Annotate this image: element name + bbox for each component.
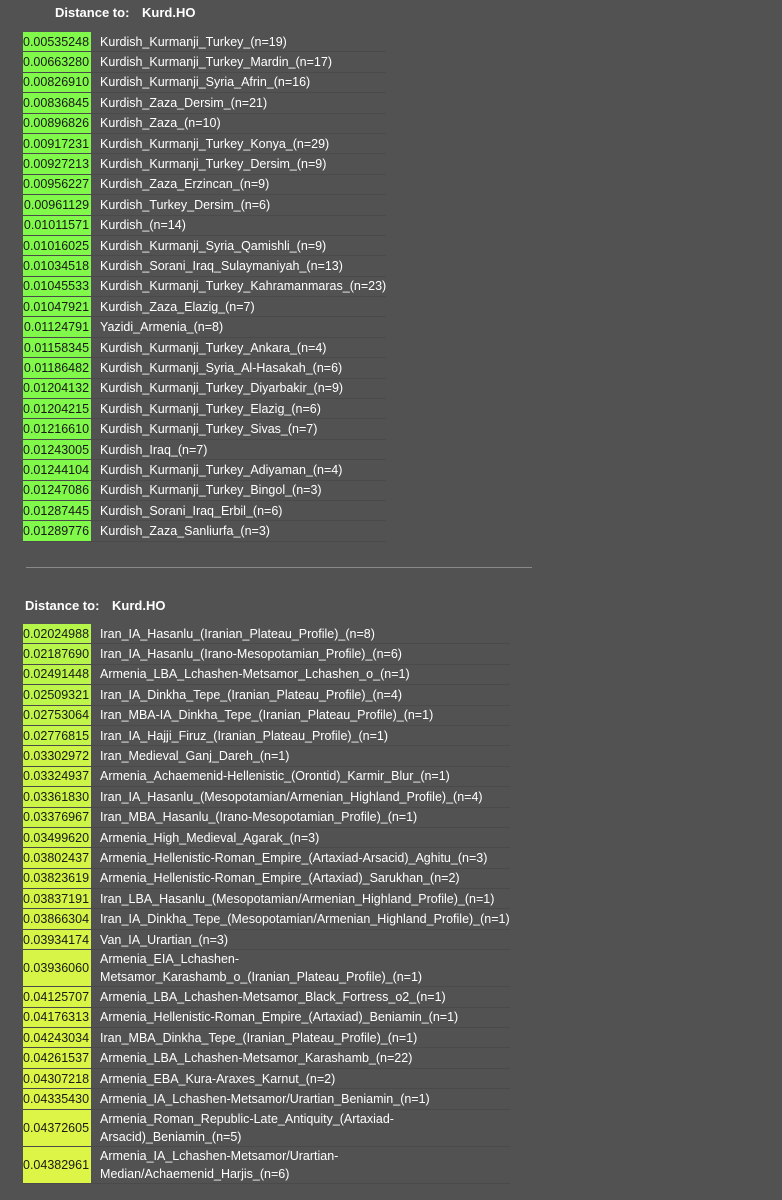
table-row [23,1089,510,1109]
table-row [23,868,510,888]
population-name: Yazidi_Armenia_(n=8) [91,317,386,337]
table-row [23,297,386,317]
table-row [23,685,510,705]
population-name: Kurdish_Kurmanji_Turkey_Sivas_(n=7) [91,419,386,439]
population-name: Van_IA_Urartian_(n=3) [91,929,510,949]
distance-value: 0.00663280 [23,52,91,72]
distance-value: 0.00836845 [23,93,91,113]
distance-value: 0.04382961 [23,1146,91,1183]
population-name: Iran_IA_Dinkha_Tepe_(Mesopotamian/Armenian_Highland_Profile)_(n=1) [91,909,510,929]
table-row [23,419,386,439]
table-row [23,746,510,766]
table-row [23,337,386,357]
table-row [23,889,510,909]
population-name: Kurdish_Kurmanji_Turkey_Elazig_(n=6) [91,399,386,419]
distance-value: 0.04307218 [23,1068,91,1088]
table-row [23,664,510,684]
table-row [23,787,510,807]
population-name: Kurdish_Kurmanji_Turkey_Kahramanmaras_(n=23) [91,276,386,296]
distance-value: 0.04261537 [23,1048,91,1068]
table-row [23,195,386,215]
distance-value: 0.00956227 [23,174,91,194]
distance-table-body [23,32,386,541]
table-row [23,705,510,725]
table-row [23,909,510,929]
distance-value: 0.01244104 [23,460,91,480]
population-name: Kurdish_Zaza_(n=10) [91,113,386,133]
distance-value: 0.00535248 [23,32,91,52]
population-name: Kurdish_Zaza_Sanliurfa_(n=3) [91,521,386,541]
population-name: Armenia_Hellenistic-Roman_Empire_(Artaxiad-Arsacid)_Aghitu_(n=3) [91,848,510,868]
population-name: Kurdish_Kurmanji_Turkey_Diyarbakir_(n=9) [91,378,386,398]
distance-value: 0.01204215 [23,399,91,419]
population-name: Kurdish_Zaza_Dersim_(n=21) [91,93,386,113]
distance-value: 0.01287445 [23,500,91,520]
population-name: Kurdish_Kurmanji_Turkey_(n=19) [91,32,386,52]
distance-value: 0.01045533 [23,276,91,296]
distance-value: 0.03936060 [23,950,91,987]
table-row [23,1146,510,1183]
table-row [23,317,386,337]
table-row [23,439,386,459]
distance-value: 0.01216610 [23,419,91,439]
distance-value: 0.00896826 [23,113,91,133]
table-row [23,987,510,1007]
distance-value: 0.04372605 [23,1109,91,1146]
table-row [23,827,510,847]
distance-value: 0.02509321 [23,685,91,705]
population-name: Armenia_IA_Lchashen-Metsamor/Urartian-Median/Achaemenid_Harjis_(n=6) [91,1146,510,1183]
distance-value: 0.03802437 [23,848,91,868]
population-name: Armenia_Roman_Republic-Late_Antiquity_(Artaxiad-Arsacid)_Beniamin_(n=5) [91,1109,510,1146]
population-name: Iran_MBA_Hasanlu_(Irano-Mesopotamian_Profile)_(n=1) [91,807,510,827]
distance-value: 0.04125707 [23,987,91,1007]
distance-value: 0.03361830 [23,787,91,807]
population-name: Kurdish_Iraq_(n=7) [91,439,386,459]
population-name: Armenia_LBA_Lchashen-Metsamor_Lchashen_o_(n=1) [91,664,510,684]
table-row [23,113,386,133]
population-name: Iran_IA_Hasanlu_(Mesopotamian/Armenian_Highland_Profile)_(n=4) [91,787,510,807]
distance-value: 0.00961129 [23,195,91,215]
table-row [23,358,386,378]
population-name: Kurdish_Kurmanji_Turkey_Konya_(n=29) [91,133,386,153]
population-name: Kurdish_Kurmanji_Turkey_Mardin_(n=17) [91,52,386,72]
table-row [23,1028,510,1048]
table-row [23,480,386,500]
table-row [23,174,386,194]
table-row [23,93,386,113]
distance-value: 0.01247086 [23,480,91,500]
table-row [23,215,386,235]
distance-value: 0.03324937 [23,766,91,786]
distance-value: 0.01124791 [23,317,91,337]
table-row [23,52,386,72]
population-name: Iran_IA_Hajji_Firuz_(Iranian_Plateau_Profile)_(n=1) [91,725,510,745]
population-name: Iran_LBA_Hasanlu_(Mesopotamian/Armenian_Highland_Profile)_(n=1) [91,889,510,909]
table-row [23,725,510,745]
table-row [23,378,386,398]
table-row [23,500,386,520]
distance-value: 0.01158345 [23,337,91,357]
distance-value: 0.03376967 [23,807,91,827]
distance-value: 0.01016025 [23,235,91,255]
population-name: Iran_IA_Dinkha_Tepe_(Iranian_Plateau_Profile)_(n=4) [91,685,510,705]
table-row [23,1007,510,1027]
population-name: Kurdish_Sorani_Iraq_Erbil_(n=6) [91,500,386,520]
table-row [23,766,510,786]
population-name: Iran_MBA-IA_Dinkha_Tepe_(Iranian_Plateau_Profile)_(n=1) [91,705,510,725]
table-row [23,460,386,480]
distance-value: 0.03934174 [23,929,91,949]
table-row [23,235,386,255]
distance-value: 0.01011571 [23,215,91,235]
population-name: Armenia_High_Medieval_Agarak_(n=3) [91,827,510,847]
population-name: Armenia_Achaemenid-Hellenistic_(Orontid)_Karmir_Blur_(n=1) [91,766,510,786]
table-row [23,929,510,949]
population-name: Kurdish_Turkey_Dersim_(n=6) [91,195,386,215]
distance-value: 0.03302972 [23,746,91,766]
population-name: Iran_IA_Hasanlu_(Iranian_Plateau_Profile)_(n=8) [91,624,510,644]
distance-value: 0.02491448 [23,664,91,684]
distance-value: 0.02024988 [23,624,91,644]
table-row [23,1109,510,1146]
table-row [23,950,510,987]
distance-table [23,32,386,542]
population-name: Kurdish_Kurmanji_Turkey_Adiyaman_(n=4) [91,460,386,480]
population-name: Armenia_Hellenistic-Roman_Empire_(Artaxiad)_Beniamin_(n=1) [91,1007,510,1027]
distance-label: Distance to: [25,598,100,613]
table-row [23,807,510,827]
distance-value: 0.00826910 [23,72,91,92]
population-name: Kurdish_Kurmanji_Syria_Qamishli_(n=9) [91,235,386,255]
distance-value: 0.01186482 [23,358,91,378]
distance-value: 0.02187690 [23,644,91,664]
table-row [23,399,386,419]
distance-value: 0.01289776 [23,521,91,541]
table-row [23,644,510,664]
population-name: Armenia_LBA_Lchashen-Metsamor_Black_Fortress_o2_(n=1) [91,987,510,1007]
table-row [23,32,386,52]
population-name: Armenia_EIA_Lchashen-Metsamor_Karashamb_o_(Iranian_Plateau_Profile)_(n=1) [91,950,510,987]
population-name: Kurdish_Kurmanji_Turkey_Bingol_(n=3) [91,480,386,500]
distance-value: 0.01047921 [23,297,91,317]
population-name: Kurdish_Kurmanji_Syria_Afrin_(n=16) [91,72,386,92]
table-row [23,72,386,92]
table-row [23,1048,510,1068]
population-name: Kurdish_Zaza_Erzincan_(n=9) [91,174,386,194]
table-row [23,624,510,644]
population-name: Armenia_Hellenistic-Roman_Empire_(Artaxiad)_Sarukhan_(n=2) [91,868,510,888]
distance-label: Distance to: [55,5,130,20]
distance-value: 0.02753064 [23,705,91,725]
distance-value: 0.04335430 [23,1089,91,1109]
population-name: Iran_Medieval_Ganj_Dareh_(n=1) [91,746,510,766]
table-row [23,521,386,541]
distance-value: 0.01034518 [23,256,91,276]
distance-value: 0.03866304 [23,909,91,929]
target-population: Kurd.HO [142,5,196,20]
table-row [23,276,386,296]
table-row [23,133,386,153]
distance-value: 0.00917231 [23,133,91,153]
distance-value: 0.03823619 [23,868,91,888]
population-name: Kurdish_Zaza_Elazig_(n=7) [91,297,386,317]
population-name: Armenia_IA_Lchashen-Metsamor/Urartian_Beniamin_(n=1) [91,1089,510,1109]
distance-value: 0.04243034 [23,1028,91,1048]
distance-value: 0.01204132 [23,378,91,398]
population-name: Iran_MBA_Dinkha_Tepe_(Iranian_Plateau_Profile)_(n=1) [91,1028,510,1048]
population-name: Armenia_LBA_Lchashen-Metsamor_Karashamb_(n=22) [91,1048,510,1068]
section-divider [26,567,532,568]
target-population: Kurd.HO [112,598,166,613]
distance-value: 0.02776815 [23,725,91,745]
table-row [23,154,386,174]
population-name: Kurdish_Kurmanji_Syria_Al-Hasakah_(n=6) [91,358,386,378]
distance-value: 0.00927213 [23,154,91,174]
population-name: Kurdish_Kurmanji_Turkey_Ankara_(n=4) [91,337,386,357]
table-row [23,1068,510,1088]
distance-value: 0.04176313 [23,1007,91,1027]
population-name: Iran_IA_Hasanlu_(Irano-Mesopotamian_Profile)_(n=6) [91,644,510,664]
distance-table-body [23,624,510,1183]
population-name: Kurdish_Sorani_Iraq_Sulaymaniyah_(n=13) [91,256,386,276]
population-name: Kurdish_Kurmanji_Turkey_Dersim_(n=9) [91,154,386,174]
distance-value: 0.03837191 [23,889,91,909]
population-name: Armenia_EBA_Kura-Araxes_Karnut_(n=2) [91,1068,510,1088]
distance-value: 0.01243005 [23,439,91,459]
distance-value: 0.03499620 [23,827,91,847]
table-row [23,848,510,868]
population-name: Kurdish_(n=14) [91,215,386,235]
table-row [23,256,386,276]
distance-table [23,624,510,1184]
